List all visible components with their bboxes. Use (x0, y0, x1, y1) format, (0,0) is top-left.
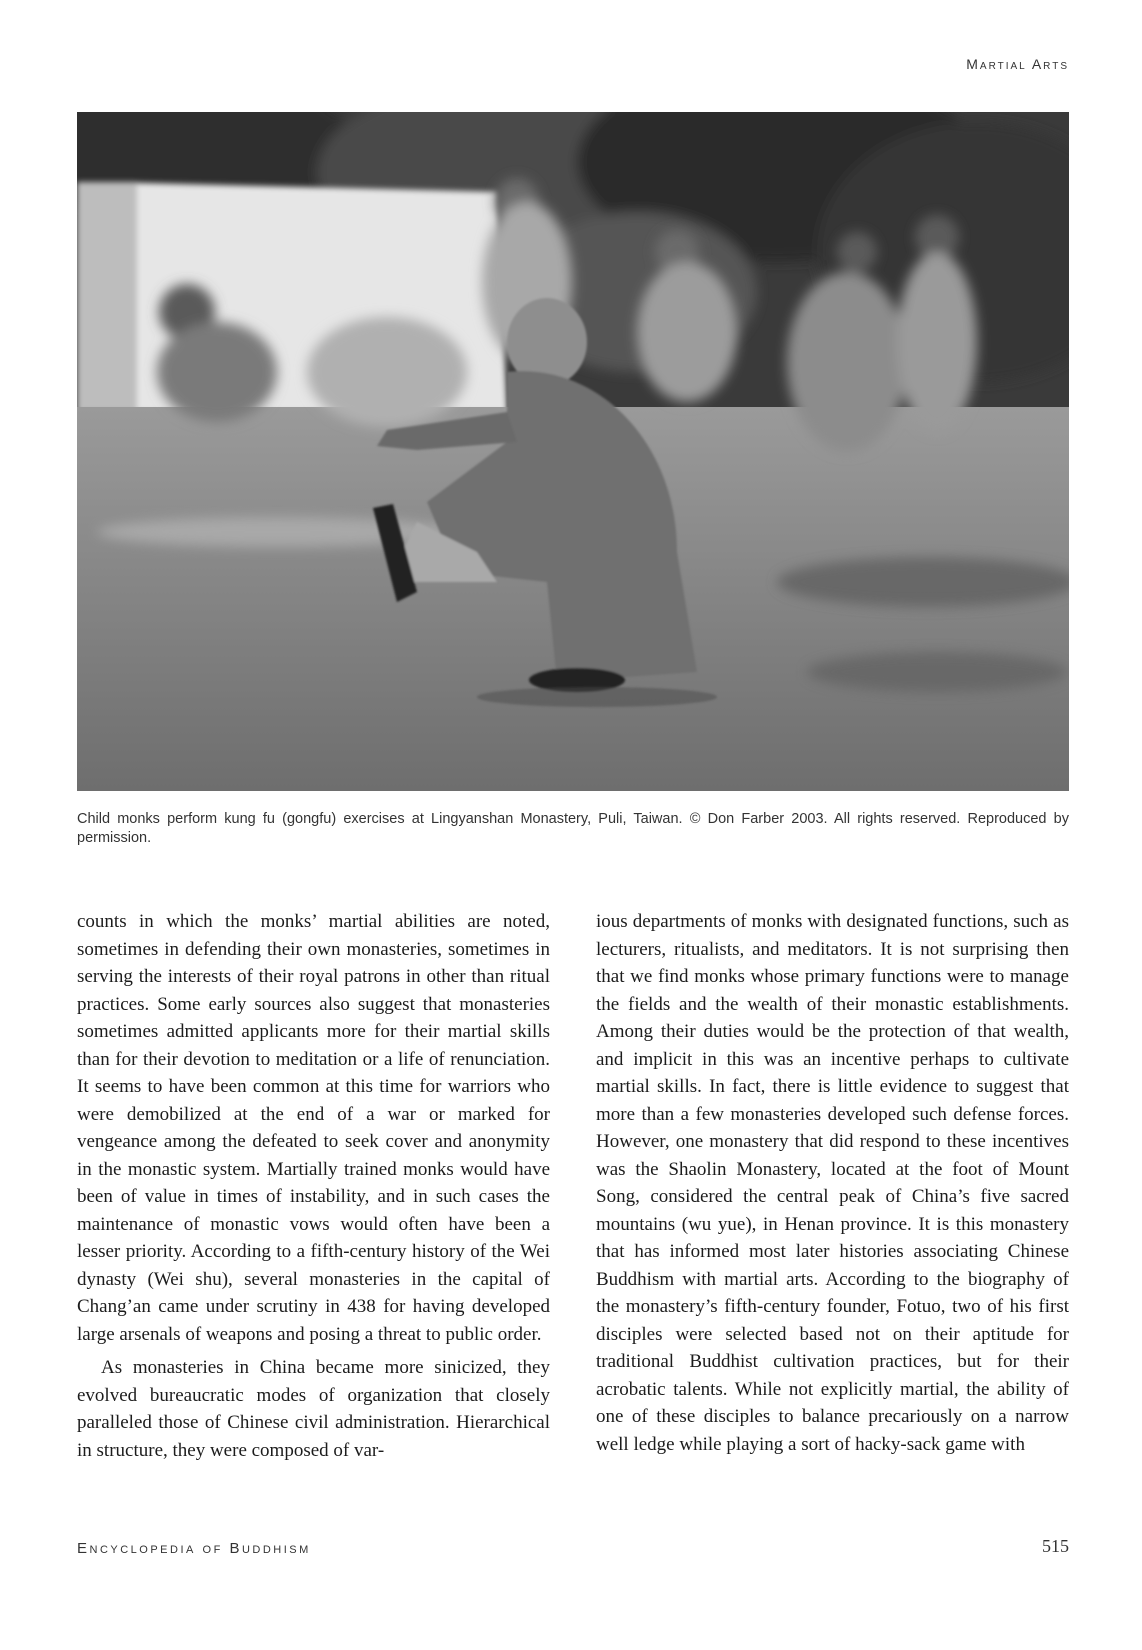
right-paragraph-1: ious departments of monks with designated functions, such as lecturers, ritualists, and meditators. It is not surprising then that we find monks whose primary functions were to manage the fields and the wealth of their monastic establishments. Among their duties would be the protection of that wealth, and implicit in this was an incentive perhaps to cultivate martial skills. In fact, there is little evidence to suggest that more than a few monasteries developed such defense forces. However, one monastery that did respond to these incentives was the Shaolin Monastery, located at the foot of Mount Song, considered the central peak of China’s five sacred mountains (wu yue), in Henan province. It is this monastery that has informed most later histories associating Chinese Buddhism with martial arts. According to the biography of the monastery’s fifth-century founder, Fotuo, two of his first disciples were selected based not on their aptitude for traditional Buddhist cultivation practices, but for their acrobatic talents. While not explicitly martial, the ability of one of these disciples to balance precariously on a narrow well ledge while playing a sort of hacky-sack game with (596, 911, 1069, 1455)
footer-page-number: 515 (1042, 1536, 1069, 1556)
photograph-icon (77, 112, 1069, 791)
left-paragraph-2: As monasteries in China became more sinicized, they evolved bureaucratic modes of organization that closely paralleled those of Chinese civil administration. Hierarchical in structure, they were composed of var- (77, 1357, 550, 1461)
footer-book-title: Encyclopedia of Buddhism (77, 1540, 311, 1557)
photo-caption: Child monks perform kung fu (gongfu) exercises at Lingyanshan Monastery, Puli, Taiwan. © Don Farber 2003. All rights reserved. Reproduced by permission. (77, 811, 1069, 846)
left-paragraph-1: counts in which the monks’ martial abilities are noted, sometimes in defending their own monasteries, sometimes in serving the interests of their royal patrons in other than ritual practices. Some early sources also suggest that monasteries sometimes admitted applicants more for their martial skills than for their devotion to meditation or a life of renunciation. It seems to have been common at this time for warriors who were demobilized at the end of a war or marked for vengeance among the defeated to seek cover and anonymity in the monastic system. Martially trained monks would have been of value in times of instability, and in such cases the maintenance of monastic vows would often have been a lesser priority. According to a fifth-century history of the Wei dynasty (Wei shu), several monasteries in the capital of Chang’an came under scrutiny in 438 for having developed large arsenals of weapons and posing a threat to public order. (77, 911, 550, 1345)
left-column (77, 908, 550, 1464)
photograph (77, 112, 1069, 791)
right-column (596, 908, 1069, 1458)
running-head: Martial Arts (966, 56, 1069, 72)
